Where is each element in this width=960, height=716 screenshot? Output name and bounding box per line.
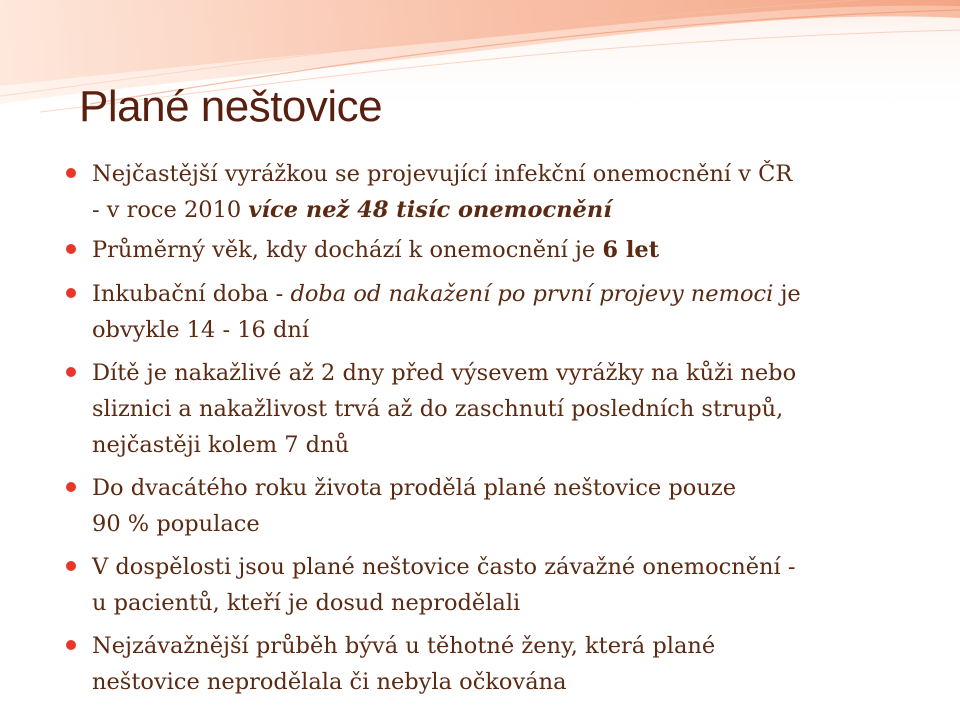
bullet-text: - v roce 2010 [92, 197, 249, 223]
bullet-item [62, 156, 942, 228]
bullet-dot-icon [66, 640, 76, 650]
bullet-dot-icon [66, 288, 76, 298]
bullet-line: Dítě je nakažlivé až 2 dny před výsevem vyrážky na kůži nebo [92, 360, 797, 386]
bullet-emphasis: 6 let [602, 237, 660, 263]
bullet-text: je [773, 281, 801, 307]
slide-title: Plané neštovice [79, 82, 383, 131]
bullet-list [62, 156, 942, 700]
bullet-item [62, 470, 942, 542]
bullet-dot-icon [66, 561, 76, 571]
bullet-line: Nejčastější vyrážkou se projevující infekční onemocnění v ČR [92, 161, 793, 187]
bullet-text: Průměrný věk, kdy dochází k onemocnění je [92, 237, 603, 263]
bullet-line: Do dvacátého roku života prodělá plané neštovice pouze [92, 475, 737, 501]
bullet-line: 90 % populace [92, 511, 260, 537]
bullet-item [62, 232, 942, 268]
bullet-dot-icon [66, 367, 76, 377]
bullet-dot-icon [66, 482, 76, 492]
bullet-item [62, 628, 942, 700]
bullet-italic: doba od nakažení po první projevy nemoci [290, 281, 774, 307]
bullet-line [92, 192, 942, 228]
bullet-line: u pacientů, kteří je dosud neprodělali [92, 590, 521, 616]
bullet-line: nejčastěji kolem 7 dnů [92, 432, 350, 458]
bullet-line: sliznici a nakažlivost trvá až do zaschnutí posledních strupů, [92, 396, 784, 422]
bullet-line: Nejzávažnější průběh bývá u těhotné ženy, která plané [92, 633, 716, 659]
bullet-dot-icon [66, 244, 76, 254]
bullet-item [62, 549, 942, 621]
bullet-line: V dospělosti jsou plané neštovice často závažné onemocnění - [92, 554, 796, 580]
bullet-item [62, 276, 942, 348]
bullet-emphasis: více než 48 tisíc onemocnění [248, 197, 612, 223]
bullet-line: neštovice neprodělala či nebyla očkována [92, 669, 567, 695]
bullet-line [92, 276, 942, 312]
bullet-dot-icon [66, 168, 76, 178]
bullet-item [62, 355, 942, 463]
bullet-line: obvykle 14 - 16 dní [92, 317, 310, 343]
bullet-text: Inkubační doba - [92, 281, 291, 307]
bullet-line [92, 232, 942, 268]
